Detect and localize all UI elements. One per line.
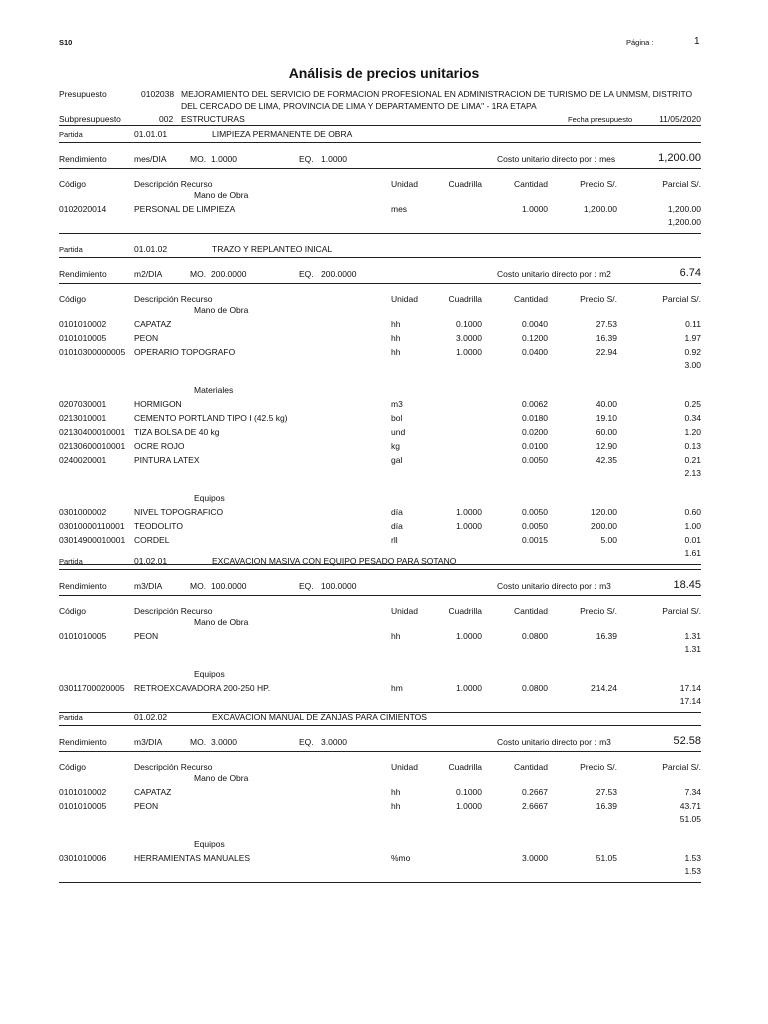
resource-parcial: 1,200.00 <box>667 204 701 214</box>
partida-divider <box>59 725 701 726</box>
resource-precio: 1,200.00 <box>583 204 617 214</box>
resource-parcial: 17.14 <box>679 683 701 693</box>
resource-precio: 12.90 <box>595 441 617 451</box>
partida-code: 01.02.01 <box>134 556 168 566</box>
resource-cuadrilla: 1.0000 <box>456 347 482 357</box>
resource-description: PEON <box>134 333 159 343</box>
rendimiento-unit: m2/DIA <box>134 269 163 279</box>
col-cantidad: Cantidad <box>513 762 548 772</box>
rendimiento-label: Rendimiento <box>59 269 107 279</box>
resource-precio: 42.35 <box>595 455 617 465</box>
resource-code: 02130400010001 <box>59 427 126 437</box>
resource-cantidad: 0.0400 <box>522 347 548 357</box>
rendimiento-unit: mes/DIA <box>134 154 167 164</box>
group-title: Equipos <box>194 493 225 503</box>
resource-cantidad: 0.0050 <box>522 507 548 517</box>
resource-code: 0102020014 <box>59 204 107 214</box>
col-codigo: Código <box>59 294 86 304</box>
col-precio: Precio S/. <box>580 179 617 189</box>
resource-cantidad: 0.2667 <box>522 787 548 797</box>
costo-unitario-value: 1,200.00 <box>658 152 701 164</box>
mo-label: MO. <box>190 737 207 747</box>
resource-parcial: 0.92 <box>684 347 701 357</box>
mo-value: 200.0000 <box>211 269 247 279</box>
group-subtotal: 1.31 <box>684 644 701 654</box>
partida-name: EXCAVACION MASIVA CON EQUIPO PESADO PARA SOTANO <box>212 556 457 566</box>
resource-parcial: 0.01 <box>684 535 701 545</box>
resource-cuadrilla: 3.0000 <box>456 333 482 343</box>
resource-parcial: 0.60 <box>684 507 701 517</box>
resource-description: HERRAMIENTAS MANUALES <box>134 853 251 863</box>
resource-cuadrilla: 1.0000 <box>456 507 482 517</box>
partida-label: Partida <box>59 245 83 254</box>
resource-unit: hm <box>391 683 403 693</box>
eq-label: EQ. <box>299 737 314 747</box>
col-cuadrilla: Cuadrilla <box>448 179 482 189</box>
rendimiento-divider <box>59 283 701 284</box>
resource-description: TIZA BOLSA DE 40 kg <box>134 427 220 437</box>
presupuesto-name-line2: DEL CERCADO DE LIMA, PROVINCIA DE LIMA Y DEPARTAMENTO DE LIMA" - 1RA ETAPA <box>181 101 537 111</box>
col-codigo: Código <box>59 762 86 772</box>
resource-parcial: 0.11 <box>685 319 701 329</box>
resource-cuadrilla: 1.0000 <box>456 801 482 811</box>
resource-parcial: 0.25 <box>684 399 701 409</box>
rendimiento-divider <box>59 168 701 169</box>
resource-description: OCRE ROJO <box>134 441 185 451</box>
costo-unitario-unit: m3 <box>599 737 611 747</box>
col-parcial: Parcial S/. <box>662 294 701 304</box>
resource-parcial: 43.71 <box>679 801 701 811</box>
group-subtotal: 17.14 <box>679 696 701 706</box>
fecha-label: Fecha presupuesto <box>568 115 633 124</box>
subpresupuesto-name: ESTRUCTURAS <box>181 114 245 124</box>
col-unidad: Unidad <box>391 179 418 189</box>
resource-unit: m3 <box>391 399 403 409</box>
col-codigo: Código <box>59 606 86 616</box>
resource-cantidad: 0.0040 <box>522 319 548 329</box>
resource-precio: 5.00 <box>600 535 617 545</box>
resource-description: PINTURA LATEX <box>134 455 200 465</box>
partida-end-divider <box>59 233 701 234</box>
col-precio: Precio S/. <box>580 294 617 304</box>
resource-code: 03010000110001 <box>59 521 125 531</box>
resource-description: HORMIGON <box>134 399 182 409</box>
eq-value: 200.0000 <box>321 269 357 279</box>
partida-name: EXCAVACION MANUAL DE ZANJAS PARA CIMIENTOS <box>212 712 427 722</box>
resource-code: 0101010005 <box>59 801 107 811</box>
resource-cantidad: 0.0050 <box>522 455 548 465</box>
resource-unit: rll <box>391 535 398 545</box>
resource-parcial: 1.97 <box>684 333 701 343</box>
resource-description: NIVEL TOPOGRAFICO <box>134 507 224 517</box>
partida-label: Partida <box>59 713 83 722</box>
resource-unit: día <box>391 521 403 531</box>
resource-description: TEODOLITO <box>134 521 183 531</box>
partida-end-divider <box>59 882 701 883</box>
resource-unit: gal <box>391 455 403 465</box>
group-title: Materiales <box>194 385 234 395</box>
partida-code: 01.01.02 <box>134 244 168 254</box>
col-unidad: Unidad <box>391 606 418 616</box>
resource-cantidad: 0.0050 <box>522 521 548 531</box>
resource-cantidad: 0.0100 <box>522 441 548 451</box>
group-title: Equipos <box>194 839 225 849</box>
resource-precio: 214.24 <box>591 683 617 693</box>
group-title: Mano de Obra <box>194 305 249 315</box>
presupuesto-name-line1: MEJORAMIENTO DEL SERVICIO DE FORMACION PROFESIONAL EN ADMINISTRACION DE TURISMO DE LA UNMSM, DISTRITO <box>181 89 693 99</box>
resource-unit: hh <box>391 801 401 811</box>
partida-name: TRAZO Y REPLANTEO INICAL <box>212 244 333 254</box>
resource-code: 03011700020005 <box>59 683 125 693</box>
col-unidad: Unidad <box>391 762 418 772</box>
col-cantidad: Cantidad <box>513 179 548 189</box>
rendimiento-unit: m3/DIA <box>134 737 163 747</box>
resource-cantidad: 0.0200 <box>522 427 548 437</box>
partida-divider <box>59 257 701 258</box>
resource-cantidad: 0.1200 <box>522 333 548 343</box>
resource-parcial: 0.13 <box>684 441 701 451</box>
resource-code: 0213010001 <box>59 413 107 423</box>
costo-unitario-label: Costo unitario directo por : m2 <box>497 269 611 279</box>
resource-description: PEON <box>134 801 159 811</box>
partida-divider <box>59 569 701 570</box>
rendimiento-label: Rendimiento <box>59 154 107 164</box>
resource-description: PEON <box>134 631 159 641</box>
resource-precio: 60.00 <box>595 427 617 437</box>
col-descripcion: Descripción Recurso <box>134 179 213 189</box>
resource-precio: 51.05 <box>595 853 617 863</box>
col-descripcion: Descripción Recurso <box>134 294 213 304</box>
resource-unit: kg <box>391 441 400 451</box>
resource-unit: hh <box>391 787 401 797</box>
partida-name: LIMPIEZA PERMANENTE DE OBRA <box>212 129 353 139</box>
mo-label: MO. <box>190 581 207 591</box>
costo-unitario-unit: m2 <box>599 269 611 279</box>
subpresupuesto-code: 002 <box>159 114 174 124</box>
col-cuadrilla: Cuadrilla <box>448 762 482 772</box>
resource-code: 0207030001 <box>59 399 107 409</box>
col-parcial: Parcial S/. <box>662 762 701 772</box>
resource-parcial: 1.31 <box>684 631 701 641</box>
col-parcial: Parcial S/. <box>662 606 701 616</box>
eq-value: 100.0000 <box>321 581 357 591</box>
resource-cuadrilla: 1.0000 <box>456 683 482 693</box>
group-subtotal: 1.61 <box>684 548 701 558</box>
partida-label: Partida <box>59 130 83 139</box>
resource-precio: 22.94 <box>595 347 617 357</box>
resource-unit: hh <box>391 333 401 343</box>
resource-cuadrilla: 0.1000 <box>456 787 482 797</box>
resource-unit: bol <box>391 413 403 423</box>
partida-code: 01.01.01 <box>134 129 168 139</box>
resource-unit: hh <box>391 319 401 329</box>
group-subtotal: 3.00 <box>684 360 701 370</box>
group-title: Equipos <box>194 669 225 679</box>
resource-description: PERSONAL DE LIMPIEZA <box>134 204 236 214</box>
costo-unitario-label: Costo unitario directo por : mes <box>497 154 616 164</box>
resource-precio: 40.00 <box>595 399 617 409</box>
fecha-value: 11/05/2020 <box>659 114 701 124</box>
group-subtotal: 1.53 <box>684 866 701 876</box>
resource-cantidad: 3.0000 <box>522 853 548 863</box>
costo-unitario-label: Costo unitario directo por : m3 <box>497 581 611 591</box>
resource-cantidad: 0.0062 <box>522 399 548 409</box>
resource-code: 03014900010001 <box>59 535 126 545</box>
costo-unitario-value: 6.74 <box>679 267 701 279</box>
group-title: Mano de Obra <box>194 773 249 783</box>
rendimiento-label: Rendimiento <box>59 737 107 747</box>
page-title: Análisis de precios unitarios <box>288 65 480 81</box>
col-precio: Precio S/. <box>580 762 617 772</box>
resource-precio: 120.00 <box>591 507 617 517</box>
eq-value: 1.0000 <box>321 154 347 164</box>
resource-precio: 27.53 <box>595 319 617 329</box>
group-title: Mano de Obra <box>194 617 249 627</box>
resource-code: 0101010002 <box>59 787 107 797</box>
col-cantidad: Cantidad <box>513 294 548 304</box>
resource-cuadrilla: 1.0000 <box>456 631 482 641</box>
col-descripcion: Descripción Recurso <box>134 762 213 772</box>
resource-cantidad: 0.0180 <box>522 413 548 423</box>
mo-value: 3.0000 <box>211 737 237 747</box>
resource-code: 01010300000005 <box>59 347 126 357</box>
resource-parcial: 1.20 <box>684 427 701 437</box>
resource-cantidad: 0.0800 <box>522 683 548 693</box>
eq-label: EQ. <box>299 581 314 591</box>
resource-parcial: 1.53 <box>684 853 701 863</box>
resource-code: 02130600010001 <box>59 441 126 451</box>
resource-unit: día <box>391 507 403 517</box>
resource-unit: mes <box>391 204 408 214</box>
mo-label: MO. <box>190 269 207 279</box>
partida-code: 01.02.02 <box>134 712 168 722</box>
eq-value: 3.0000 <box>321 737 347 747</box>
resource-precio: 16.39 <box>595 801 617 811</box>
resource-precio: 19.10 <box>595 413 617 423</box>
resource-code: 0240020001 <box>59 455 107 465</box>
partida-label: Partida <box>59 557 83 566</box>
rendimiento-label: Rendimiento <box>59 581 107 591</box>
resource-cantidad: 1.0000 <box>522 204 548 214</box>
resource-description: OPERARIO TOPOGRAFO <box>134 347 236 357</box>
resource-code: 0101010005 <box>59 333 107 343</box>
col-codigo: Código <box>59 179 86 189</box>
page-label: Página : <box>626 38 654 47</box>
resource-unit: und <box>391 427 406 437</box>
mo-value: 100.0000 <box>211 581 247 591</box>
resource-description: CEMENTO PORTLAND TIPO I (42.5 kg) <box>134 413 288 423</box>
resource-code: 0301010006 <box>59 853 107 863</box>
mo-value: 1.0000 <box>211 154 237 164</box>
rendimiento-unit: m3/DIA <box>134 581 163 591</box>
eq-label: EQ. <box>299 269 314 279</box>
col-cuadrilla: Cuadrilla <box>448 294 482 304</box>
col-descripcion: Descripción Recurso <box>134 606 213 616</box>
costo-unitario-value: 18.45 <box>673 579 701 591</box>
col-precio: Precio S/. <box>580 606 617 616</box>
costo-unitario-label: Costo unitario directo por : m3 <box>497 737 611 747</box>
costo-unitario-unit: mes <box>599 154 616 164</box>
header-divider <box>59 125 701 126</box>
resource-cuadrilla: 1.0000 <box>456 521 482 531</box>
resource-description: RETROEXCAVADORA 200-250 HP. <box>134 683 271 693</box>
col-parcial: Parcial S/. <box>662 179 701 189</box>
col-cuadrilla: Cuadrilla <box>448 606 482 616</box>
resource-precio: 16.39 <box>595 631 617 641</box>
group-subtotal: 51.05 <box>679 814 701 824</box>
resource-unit: %mo <box>391 853 411 863</box>
partida-divider <box>59 142 701 143</box>
col-unidad: Unidad <box>391 294 418 304</box>
group-subtotal: 2.13 <box>684 468 701 478</box>
presupuesto-code: 0102038 <box>141 89 175 99</box>
resource-description: CAPATAZ <box>134 319 172 329</box>
resource-cantidad: 2.6667 <box>522 801 548 811</box>
col-cantidad: Cantidad <box>513 606 548 616</box>
resource-cuadrilla: 0.1000 <box>456 319 482 329</box>
resource-precio: 200.00 <box>591 521 617 531</box>
resource-description: CAPATAZ <box>134 787 172 797</box>
mo-label: MO. <box>190 154 207 164</box>
costo-unitario-unit: m3 <box>599 581 611 591</box>
resource-parcial: 0.21 <box>684 455 701 465</box>
resource-precio: 27.53 <box>595 787 617 797</box>
resource-cantidad: 0.0800 <box>522 631 548 641</box>
resource-parcial: 1.00 <box>684 521 701 531</box>
presupuesto-label: Presupuesto <box>59 89 107 99</box>
resource-description: CORDEL <box>134 535 170 545</box>
resource-unit: hh <box>391 347 401 357</box>
group-title: Mano de Obra <box>194 190 249 200</box>
resource-precio: 16.39 <box>595 333 617 343</box>
resource-code: 0301000002 <box>59 507 107 517</box>
resource-cantidad: 0.0015 <box>522 535 548 545</box>
resource-parcial: 0.34 <box>684 413 701 423</box>
resource-code: 0101010002 <box>59 319 107 329</box>
rendimiento-divider <box>59 751 701 752</box>
rendimiento-divider <box>59 595 701 596</box>
resource-unit: hh <box>391 631 401 641</box>
subpresupuesto-label: Subpresupuesto <box>59 114 121 124</box>
resource-parcial: 7.34 <box>684 787 701 797</box>
s10-label: S10 <box>59 38 73 47</box>
costo-unitario-value: 52.58 <box>673 735 701 747</box>
page-number: 1 <box>694 36 700 47</box>
resource-code: 0101010005 <box>59 631 107 641</box>
group-subtotal: 1,200.00 <box>667 217 701 227</box>
eq-label: EQ. <box>299 154 314 164</box>
